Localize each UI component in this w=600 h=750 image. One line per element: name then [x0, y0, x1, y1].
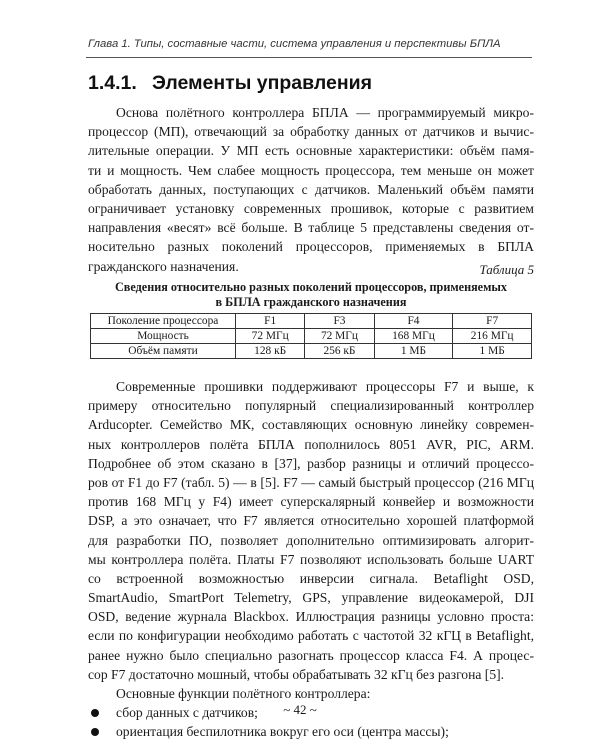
table-caption: [88, 280, 534, 310]
header-cell: Поколение процессора: [91, 314, 236, 329]
table-cell: 1 МБ: [453, 344, 532, 359]
bullet-text: ориентация беспилотника вокруг его оси (центра массы);: [116, 724, 449, 740]
processor-table: [90, 313, 532, 359]
page-number: ~ 42 ~: [283, 702, 317, 717]
table-cell: 128 кБ: [236, 344, 305, 359]
caption-line: в БПЛА гражданского назначения: [215, 295, 407, 309]
header-rule: [86, 57, 532, 58]
text-line: Современные прошивки поддерживают процессоры F7 и выше, к: [116, 379, 534, 394]
bullet-dot-icon: [91, 728, 99, 736]
table-cell: Объём памяти: [91, 344, 236, 359]
text-line: DSP, а это означает, что F7 является относительно хорошей платформой: [88, 513, 534, 529]
table-cell: 216 МГц: [453, 329, 532, 344]
text-line: гражданского назначения.: [88, 258, 239, 274]
table-header-row: [91, 314, 532, 329]
text-line: если по конфигурации необходимо работать с частотой 32 кГЦ в Betaflight,: [88, 628, 534, 644]
header-cell: F4: [374, 314, 453, 329]
text-line: ных контроллеров полёта БПЛА пополнилось 8051 AVR, PIC, ARM.: [88, 436, 534, 452]
section-title: Элементы управления: [152, 72, 373, 94]
table-cell: 72 МГц: [236, 329, 305, 344]
table-cell: 168 МГц: [374, 329, 453, 344]
text-line: носительно разных поколений процессоров, применяемых в БПЛА: [88, 239, 534, 255]
text-line: ранее нужно было специально разогнать процессор класса F4. А процес-: [88, 647, 534, 663]
text-line: лительные операции. У МП есть основные характеристики: объём памя-: [88, 143, 534, 159]
text-line: ров от F1 до F7 (табл. 5) — в [5]. F7 — самый быстрый процессор (216 МГц: [88, 474, 534, 490]
text-line: со встроенной возможностью инверсии сигнала. Betaflight OSD,: [88, 570, 534, 586]
header-cell: F7: [453, 314, 532, 329]
table-cell: 1 МБ: [374, 344, 453, 359]
table-cell: 256 кБ: [305, 344, 374, 359]
text-line: мы контроллера полёта. Платы F7 позволяют использовать больше UART: [88, 551, 534, 567]
caption-line: Сведения относительно разных поколений процессоров, применяемых: [114, 280, 508, 294]
text-line: ти и мощность. Чем слабее мощность процессора, тем меньше он может: [88, 162, 534, 178]
bullet-text: сбор данных с датчиков;: [116, 705, 258, 721]
text-line: Подробнее об этом сказано в [37], разбор разницы и отличий процессо-: [88, 455, 534, 471]
text-line: сор F7 достаточно мошный, чтобы обрабатывать 32 кГц без разгона [5].: [88, 666, 505, 682]
running-head: Глава 1. Типы, составные части, система управления и перспективы БПЛА: [88, 38, 501, 50]
text-line: SmartAudio, SmartPort Telemetry, GPS, управление видеокамерой, DJI: [88, 590, 534, 606]
bullet-item: [88, 722, 534, 741]
paragraph-2: [88, 377, 534, 742]
text-line: Основа полётного контроллера БПЛА — программируемый микро-: [116, 105, 534, 120]
text-line: Arducopter. Семейство МК, составляющих основную линейку современ-: [88, 417, 534, 433]
text-line: ограничивает установку современных прошивок, которые с развитием: [88, 200, 534, 216]
text-line: процессор (МП), отвечающий за обработку данных от датчиков и вычис-: [88, 124, 534, 140]
functions-intro: Основные функции полётного контроллера:: [116, 686, 371, 701]
text-line: OSD, ведение журнала Blackbox. Иллюстрация разницы условно проста:: [88, 609, 534, 625]
table-row: [91, 329, 532, 344]
section-heading: [88, 72, 372, 95]
paragraph-1: [88, 103, 534, 276]
table-label: Таблица 5: [479, 262, 534, 277]
text-line: против 168 МГц у F4) имеет суперскалярный конвейер и возможности: [88, 494, 534, 510]
header-cell: F3: [305, 314, 374, 329]
text-line: для разработки ПО, позволяет дополнительно оптимизировать алгорит-: [88, 532, 534, 548]
table-cell: 72 МГц: [305, 329, 374, 344]
text-line: примеру относительно популярный специализированный контроллер: [88, 398, 534, 414]
header-cell: F1: [236, 314, 305, 329]
text-line: направления «весят» всё больше. В таблице 5 представлены сведения от-: [88, 220, 534, 236]
text-line: обработать данных, поступающих с датчиков. Маленький объём памяти: [88, 181, 534, 197]
section-number: 1.4.1.: [88, 72, 137, 94]
table-row: [91, 344, 532, 359]
table-cell: Мощность: [91, 329, 236, 344]
